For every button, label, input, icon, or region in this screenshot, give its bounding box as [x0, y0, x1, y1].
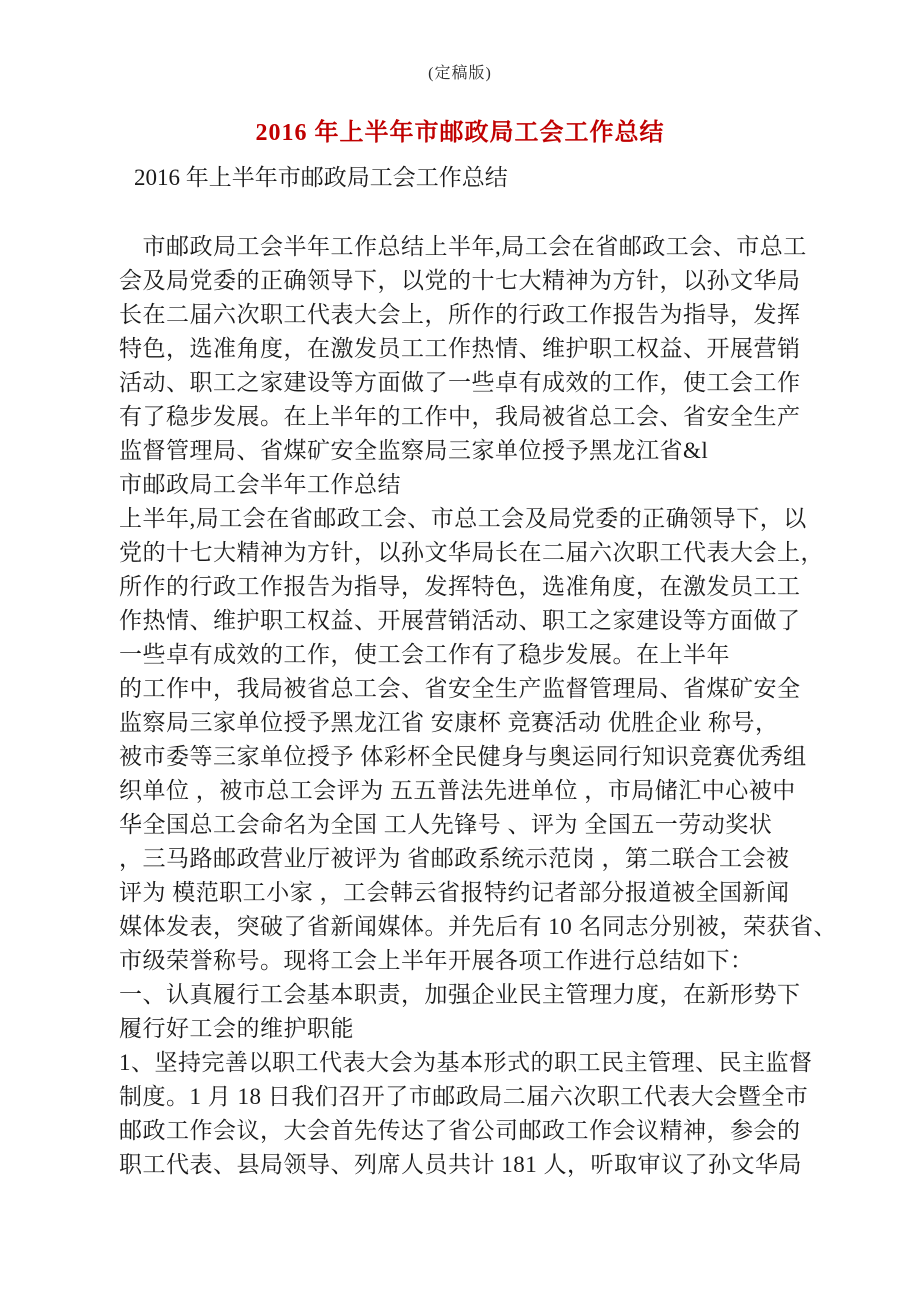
document-body	[119, 230, 835, 1182]
body-line: 华全国总工会命名为全国 工人先锋号 、评为 全国五一劳动奖状	[119, 812, 773, 837]
body-line: 职工代表、县局领导、列席人员共计 181 人，听取审议了孙文华局	[119, 1152, 802, 1177]
body-line: 邮政工作会议，大会首先传达了省公司邮政工作会议精神，参会的	[119, 1118, 801, 1143]
body-line: 特色，选准角度，在激发员工工作热情、维护职工权益、开展营销	[119, 336, 801, 361]
body-line: 有了稳步发展。在上半年的工作中，我局被省总工会、省安全生产	[119, 404, 801, 429]
body-line: 1、坚持完善以职工代表大会为基本形式的职工民主管理、民主监督	[119, 1050, 813, 1075]
body-line: 党的十七大精神为方针，以孙文华局长在二届六次职工代表大会上，	[119, 540, 824, 565]
version-note: (定稿版)	[428, 65, 492, 82]
body-line: 市级荣誉称号。现将工会上半年开展各项工作进行总结如下：	[119, 948, 754, 973]
body-line: 被市委等三家单位授予 体彩杯全民健身与奥运同行知识竞赛优秀组	[119, 744, 807, 769]
body-line: 履行好工会的维护职能	[119, 1016, 354, 1041]
body-line: 一些卓有成效的工作，使工会工作有了稳步发展。在上半年	[119, 642, 730, 667]
body-line: 监察局三家单位授予黑龙江省 安康杯 竞赛活动 优胜企业 称号，	[119, 710, 779, 735]
body-line: 市邮政局工会半年工作总结	[119, 472, 401, 497]
body-line: 所作的行政工作报告为指导，发挥特色，选准角度，在激发员工工	[119, 574, 801, 599]
document-subtitle: 2016 年上半年市邮政局工会工作总结	[134, 165, 508, 190]
body-line: ，三马路邮政营业厅被评为 省邮政系统示范岗 ，第二联合工会被	[119, 846, 790, 871]
body-line: 的工作中，我局被省总工会、省安全生产监督管理局、省煤矿安全	[119, 676, 801, 701]
document-title: 2016 年上半年市邮政局工会工作总结	[255, 120, 665, 146]
body-line: 织单位 ，被市总工会评为 五五普法先进单位 ，市局储汇中心被中	[119, 778, 796, 803]
body-line: 评为 模范职工小家 ，工会韩云省报特约记者部分报道被全国新闻	[119, 880, 790, 905]
body-line: 媒体发表，突破了省新闻媒体。并先后有 10 名同志分别被，荣获省、	[119, 914, 837, 939]
body-line: 会及局党委的正确领导下，以党的十七大精神为方针，以孙文华局	[119, 268, 801, 293]
body-line: 上半年,局工会在省邮政工会、市总工会及局党委的正确领导下，以	[119, 506, 807, 531]
body-line: 市邮政局工会半年工作总结上半年,局工会在省邮政工会、市总工	[119, 234, 807, 259]
body-line: 一、认真履行工会基本职责，加强企业民主管理力度，在新形势下	[119, 982, 801, 1007]
body-line: 制度。1 月 18 日我们召开了市邮政局二届六次职工代表大会暨全市	[119, 1084, 809, 1109]
body-line: 作热情、维护职工权益、开展营销活动、职工之家建设等方面做了	[119, 608, 801, 633]
body-line: 活动、职工之家建设等方面做了一些卓有成效的工作，使工会工作	[119, 370, 801, 395]
body-line: 长在二届六次职工代表大会上，所作的行政工作报告为指导，发挥	[119, 302, 801, 327]
body-line: 监督管理局、省煤矿安全监察局三家单位授予黑龙江省&l	[119, 438, 709, 463]
